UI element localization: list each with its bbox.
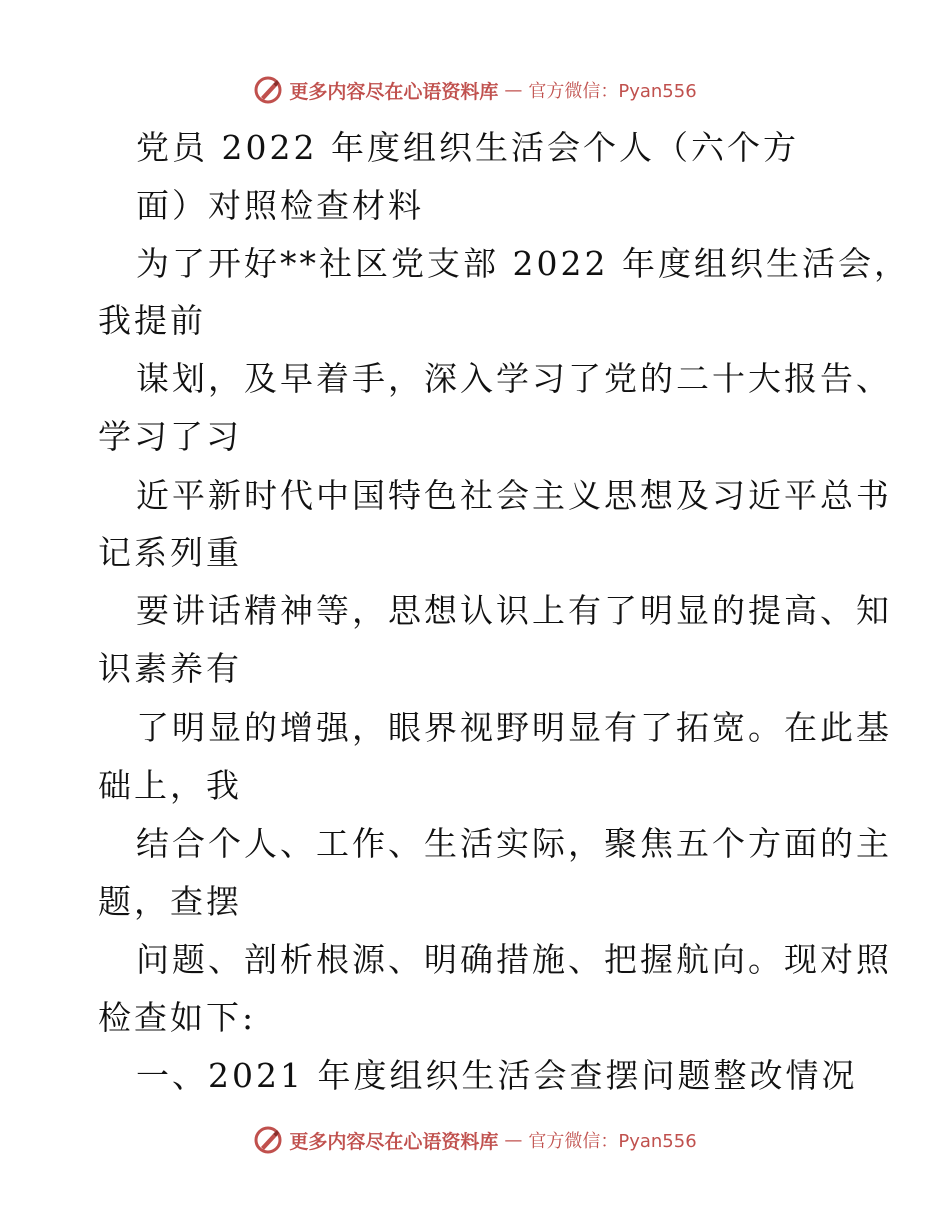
body-line: 谋划，及早着手，深入学习了党的二十大报告、 [136,359,892,398]
footer-separator: — [504,1129,523,1151]
body-line: 了明显的增强，眼界视野明显有了拓宽。在此基 [136,708,892,747]
body-line: 问题、剖析根源、明确措施、把握航向。现对照 [136,940,892,979]
body-line: 为了开好**社区党支部 2022 年度组织生活会， [136,244,910,283]
footer-watermark-text: 更多内容尽在心语资料库 [289,1130,499,1153]
body-line: 我提前 [98,301,206,340]
section-heading: 一、2021 年度组织生活会查摆问题整改情况 [136,1056,858,1095]
body-line: 记系列重 [98,533,242,572]
document-title-line-1: 党员 2022 年度组织生活会个人（六个方 [136,128,799,167]
body-line: 结合个人、工作、生活实际，聚焦五个方面的主 [136,824,892,863]
header-watermark [0,70,950,110]
pen-logo-icon [253,1125,283,1155]
body-line: 题，查摆 [98,882,242,921]
header-contact: 官方微信：Pyan556 [528,81,697,102]
header-separator: — [504,79,523,101]
body-line: 识素养有 [98,649,242,688]
body-line: 检查如下: [98,998,257,1037]
footer-watermark [0,1120,950,1160]
body-line: 近平新时代中国特色社会主义思想及习近平总书 [136,476,892,515]
body-line: 学习了习 [98,417,242,456]
header-watermark-text: 更多内容尽在心语资料库 [289,80,499,103]
footer-contact: 官方微信：Pyan556 [528,1131,697,1152]
document-title-line-2: 面）对照检查材料 [136,186,424,225]
body-line: 要讲话精神等，思想认识上有了明显的提高、知 [136,591,892,630]
body-line: 础上，我 [98,766,242,805]
pen-logo-icon [253,75,283,105]
